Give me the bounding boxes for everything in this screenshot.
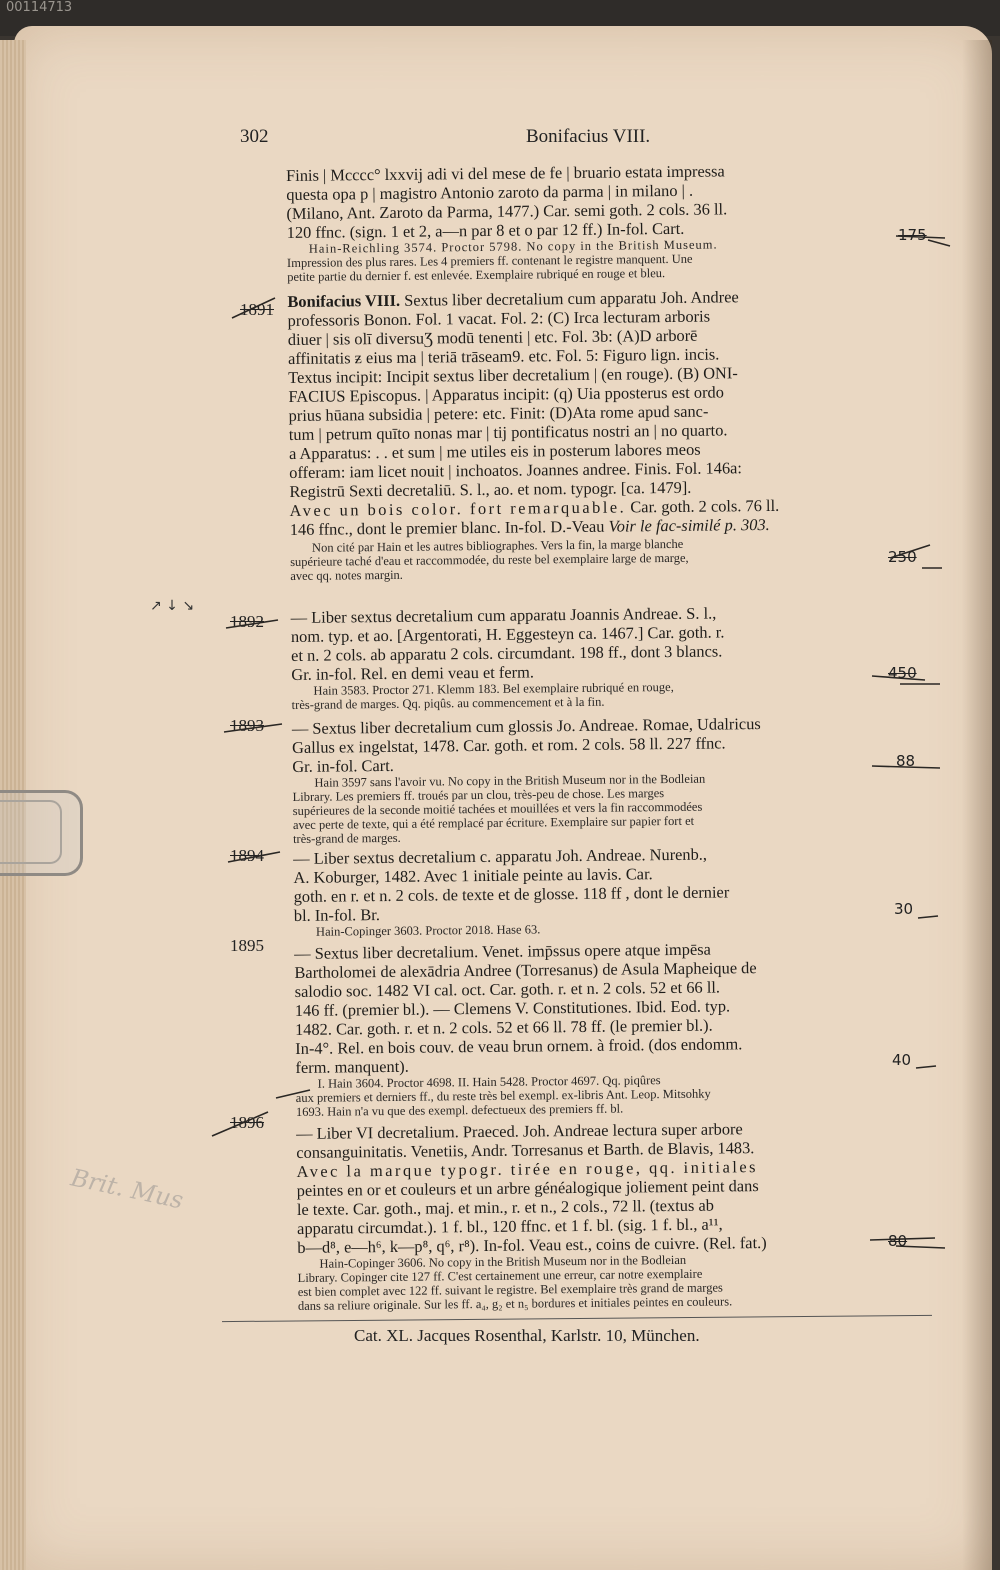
entry-heading: Bonifacius VIII. [287, 290, 401, 311]
margin-tick-marks: ↗ ↓ ↘ [150, 598, 195, 614]
entry-number-1895: 1895 [230, 936, 264, 955]
text-line: consanguinitatis. Venetiis, Andr. Torresanus et Barth. de Blavis, 1483. [296, 1138, 755, 1162]
entry-1895 [294, 939, 758, 1119]
price-1894: 30 [894, 900, 914, 918]
entry-1894 [293, 844, 730, 939]
text-line: diuer | sis olī diversuƷ modū tenenti | etc. Fol. 3b: (A)D arborē [287, 325, 698, 349]
entry-1896 [296, 1119, 767, 1313]
pencil-annotation: Brit. Mus [68, 1163, 186, 1215]
text-line: Gr. in-fol. Rel. en demi veau et ferm. [291, 662, 535, 684]
scan-label: 00114713 [6, 0, 73, 15]
text-line: prius hūana subsidia | petere: etc. Finit: (D)Ata rome apud sanc- [288, 401, 709, 425]
note-line: est bien complet avec 122 ff. suivant le registre. Bel exemplaire très grand de marges [297, 1280, 723, 1299]
text-line: Avec la marque typogr. tirée en rouge, qq. initiales [296, 1157, 759, 1181]
text-line: nom. typ. et ao. [Argentorati, H. Eggesteyn ca. 1467.] Car. goth. r. [290, 622, 725, 646]
note-line: avec qq. notes margin. [290, 567, 403, 583]
note-line: 1693. Hain n'a vu que des exempl. defectueux des premiers ff. bl. [295, 1101, 624, 1119]
text-line: A. Koburger, 1482. Avec 1 initiale peinte au lavis. Car. [293, 864, 653, 887]
spaced-text: Avec un bois color. fort remarquable. [289, 497, 627, 520]
text-line: FACIUS Episcopus. | Apparatus incipit: (q) Uia pposterus est ordo [288, 382, 724, 406]
text-line: — Sextus liber decretalium cum glossis Jo. Andreae. Romae, Udalricus [291, 714, 761, 738]
note-line: I. Hain 3604. Proctor 4698. II. Hain 5428. Proctor 4697. Qq. piqûres [317, 1073, 661, 1091]
note-line: aux premiers et derniers ff., du reste très bel exempl. ex-libris Ant. Leop. Mitsohky [295, 1086, 711, 1105]
note-line: très-grand de marges. [292, 830, 401, 846]
entry-number-1892: 1892 [230, 612, 264, 631]
text-line: In-4°. Rel. en bois couv. de veau brun ornem. à froid. (dos endomm. [295, 1034, 743, 1058]
text-line: 1482. Car. goth. r. et n. 2 cols. 52 et 66 ll. 78 ff. (le premier bl.). [294, 1015, 713, 1039]
facsimile-note: Voir le fac-similé p. 303. [608, 514, 770, 536]
text-line: bl. In-fol. Br. [293, 905, 380, 925]
text-line: tum | petrum quīto nonas mar | tij pontificatus nostri an | no quarto. [288, 420, 728, 444]
note-line: Library. Les premiers ff. troués par un clou, très-peu de chose. Les marges [292, 786, 665, 804]
text-line: professoris Bonon. Fol. 1 vacat. Fol. 2: (C) Irca lecturam arboris [287, 306, 711, 330]
note-line: petite partie du dernier f. est enlevée. Exemplaire rubriqué en rouge et bleu. [287, 266, 666, 284]
entry-number-1896: 1896 [230, 1113, 264, 1132]
note-line: Hain 3583. Proctor 271. Klemm 183. Bel exemplaire rubriqué en rouge, [313, 679, 674, 698]
page-gutter-shadow [962, 40, 992, 1570]
text-line: peintes en or et couleurs et un arbre généalogique joliement peint dans [296, 1176, 759, 1200]
running-head: Bonifacius VIII. [526, 126, 651, 147]
text-line: — Liber sextus decretalium c. apparatu Joh. Andreae. Nurenb., [293, 844, 708, 868]
note-line: Hain-Reichling 3574. Proctor 5798. No copy in the British Museum. [308, 237, 718, 256]
text-line: Sextus liber decretalium cum apparatu Joh. Andree [404, 287, 739, 310]
text-line: et n. 2 cols. ab apparatu 2 cols. circumdant. 198 ff., dont 3 blancs. [291, 641, 723, 665]
entry-1892 [291, 603, 726, 712]
entry-finis-continuation [286, 161, 728, 284]
text-line: apparatu circumdat.). 1 f. bl., 120 ffnc. et 1 f. bl. (sig. 1 f. bl., a¹¹, [297, 1214, 723, 1238]
note-line: Impression des plus rares. Les 4 premiers ff. contenant le registre manquent. Une [286, 251, 693, 270]
text-line: questa opa p | magistro Antonio zaroto da parma | in milano | . [286, 180, 694, 204]
note-line: supérieures de la seconde moitié tachées et mouillées et vers la fin raccommodées [292, 799, 703, 818]
text-line: Registrū Sexti decretaliū. S. l., ao. et nom. typogr. [ca. 1479]. [289, 477, 692, 501]
note-line: Hain-Copinger 3606. No copy in the British Museum nor in the Bodleian [319, 1252, 687, 1271]
price-1893: 88 [896, 752, 916, 770]
text-line: 146 ffnc., dont le premier blanc. In-fol. D.-Veau [289, 516, 605, 539]
page-header [240, 126, 900, 150]
price-1896: 80 [888, 1232, 908, 1250]
entry-number-1894: 1894 [230, 846, 264, 865]
price-1891: 250 [888, 548, 917, 566]
note-line: Hain-Copinger 3603. Proctor 2018. Hase 63. [315, 922, 541, 939]
note-line: dans sa reliure originale. Sur les ff. a₄, g₂ et n₅ bordures et initiales peintes en couleurs. [297, 1294, 733, 1313]
note-line: Hain 3597 sans l'avoir vu. No copy in the British Museum nor in the Bodleian [314, 771, 706, 790]
price-finis: 175 [898, 226, 927, 244]
text-line: — Liber sextus decretalium cum apparatu Joannis Andreae. S. l., [290, 603, 717, 627]
entry-1891 [287, 287, 780, 583]
text-line: Car. goth. 2 cols. 76 ll. [630, 495, 780, 517]
text-line: goth. en r. et n. 2 cols. de texte et de glosse. 118 ff , dont le dernier [293, 882, 730, 906]
text-line: — Sextus liber decretalium. Venet. imp̄ssus opere atque impēsa [294, 939, 711, 963]
text-line: offeram: iam licet nouit | inchoatos. Joannes andree. Finis. Fol. 146a: [289, 458, 743, 482]
entry-number-1891: 1891 [240, 300, 274, 319]
page-number: 302 [240, 126, 269, 147]
note-line: avec perte de texte, qui a été remplacé par écriture. Exemplaire sur papier fort et [292, 813, 695, 832]
text-line: Textus incipit: Incipit sextus liber decretalium | (en rouge). (B) ONI- [288, 363, 738, 387]
entry-1893 [292, 714, 762, 846]
text-line: (Milano, Ant. Zaroto da Parma, 1477.) Car. semi goth. 2 cols. 36 ll. [286, 199, 728, 223]
text-line: le texte. Car. goth., maj. et min., r. et n., 2 cols., 72 ll. (textus ab [296, 1195, 714, 1219]
text-line: Bartholomei de alexādria Andree (Torresanus) de Asula Mapheique de [294, 958, 757, 982]
price-1892: 450 [888, 664, 917, 682]
text-line: 120 ffnc. (sign. 1 et 2, a—n par 8 et o par 12 ff.) In-fol. Cart. [286, 218, 685, 242]
text-line: salodio soc. 1482 VI cal. oct. Car. goth. r. et n. 2 cols. 52 et 66 ll. [294, 977, 721, 1001]
text-line: a Apparatus: . . et sum | me utiles eis in posterum labores meos [288, 439, 701, 463]
price-1895: 40 [892, 1051, 912, 1069]
paper-clip-inner [0, 800, 62, 864]
note-line: Non cité par Hain et les autres bibliographes. Vers la fin, la marge blanche [311, 536, 684, 555]
text-line: Gr. in-fol. Cart. [292, 755, 394, 776]
text-line: ferm. manquent). [295, 1056, 409, 1077]
text-line: affinitatis ƶ eius ma | teriā trāseam9. etc. Fol. 5: Figuro lign. incis. [287, 344, 720, 368]
entry-number-1893: 1893 [230, 716, 264, 735]
catalog-footer: Cat. XL. Jacques Rosenthal, Karlstr. 10, München. [354, 1326, 700, 1345]
text-line: — Liber VI decretalium. Praeced. Joh. Andreae lectura super arbore [296, 1119, 743, 1143]
text-line: Gallus ex ingelstat, 1478. Car. goth. et rom. 2 cols. 58 ll. 227 ffnc. [291, 733, 726, 757]
text-line: b—d⁸, e—h⁶, k—p⁸, q⁶, r⁸). In-fol. Veau est., coins de cuivre. (Rel. fat.) [297, 1233, 767, 1257]
note-line: supérieure taché d'eau et raccommodée, du reste bel exemplaire large de marge, [290, 550, 689, 569]
text-line: 146 ff. (premier bl.). — Clemens V. Constitutiones. Ibid. Eod. typ. [294, 996, 731, 1020]
note-line: Library. Copinger cite 127 ff. C'est certainement une erreur, car notre exemplaire [297, 1266, 703, 1285]
text-line [290, 515, 780, 539]
note-line: très-grand de marges. Qq. piqûs. au commencement et à la fin. [291, 694, 605, 712]
text-line: Finis | Mcccc° lxxvij adi vi del mese de fe | bruario estata impressa [286, 161, 725, 185]
